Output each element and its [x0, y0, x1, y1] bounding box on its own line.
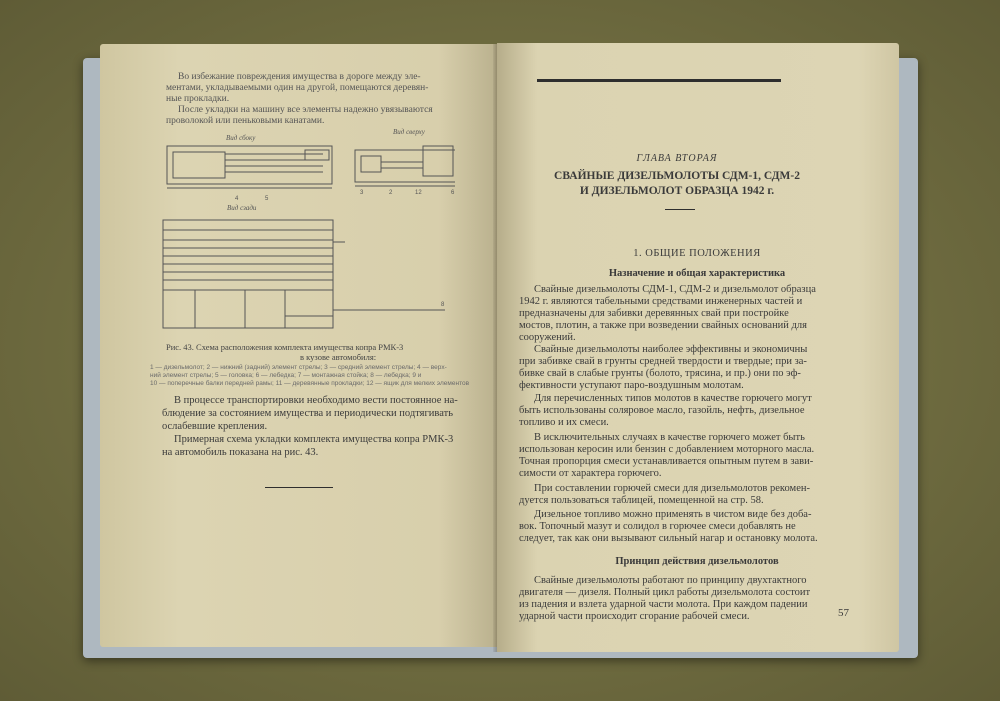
para2-line-3: бивке свай в слабые грунты (болото, трясина, и пр.) они по эф- [519, 368, 801, 379]
para2-line-1: Свайные дизельмолоты наиболее эффективны и экономичны [534, 344, 808, 355]
para6-line-2: вок. Топочный мазут и солидол в горючее смеси добавлять не [519, 521, 796, 532]
para4-line-1: В исключительных случаях в качестве горючего может быть [534, 432, 805, 443]
left-body-line-3: ослабевшие крепления. [162, 421, 268, 432]
para1-line-1: Свайные дизельмолоты СДМ-1, СДМ-2 и дизельмолот образца [534, 284, 816, 295]
para1-line-4: мостов, плотин, а также при возведении свайных оснований для [519, 320, 807, 331]
para5-line-2: дуется пользоваться таблицей, помещенной на стр. 58. [519, 495, 764, 506]
para6-line-1: Дизельное топливо можно применять в чистом виде без доба- [534, 509, 812, 520]
figure-caption-subtitle: в кузове автомобиля: [300, 352, 377, 362]
para3-line-3: топливо и их смеси. [519, 417, 609, 428]
right-page [497, 43, 899, 652]
page-number: 57 [838, 607, 849, 619]
para3-line-1: Для перечисленных типов молотов в качестве горючего могут [534, 393, 812, 404]
left-body-line-4: Примерная схема укладки комплекта имущества копра РМК-3 [174, 434, 454, 445]
subsection-title: Назначение и общая характеристика [608, 268, 786, 279]
section-title: 1. ОБЩИЕ ПОЛОЖЕНИЯ [633, 248, 761, 259]
left-top-line-1: Во избежание повреждения имущества в дороге между эле- [178, 72, 421, 82]
para6-line-3: следует, так как они вызывают сильный нагар и остановку молота. [519, 533, 818, 544]
left-body-line-2: блюдение за состоянием имущества и периодически подтягивать [162, 408, 454, 419]
svg-text:8: 8 [441, 302, 445, 308]
chapter-title-line-1: СВАЙНЫЕ ДИЗЕЛЬМОЛОТЫ СДМ-1, СДМ-2 [554, 170, 800, 182]
svg-text:3: 3 [360, 190, 364, 196]
left-body-line-5: на автомобиль показана на рис. 43. [162, 447, 319, 458]
figure-caption-title: Рис. 43. Схема расположения комплекта имущества копра РМК-3 [166, 342, 404, 352]
para7-line-3: из падения и взлета ударной части молота. При каждом падении [519, 599, 808, 610]
chapter-title-line-2: И ДИЗЕЛЬМОЛОТ ОБРАЗЦА 1942 г. [579, 185, 775, 197]
figure-43-diagram [155, 130, 455, 340]
figure-label-side: Вид сбоку [226, 134, 256, 142]
left-page [100, 44, 498, 647]
svg-text:4: 4 [235, 196, 239, 202]
figure-label-top: Вид сверху [393, 128, 425, 136]
left-top-line-3: ные прокладки. [166, 94, 230, 104]
left-body-line-1: В процессе транспортировки необходимо вести постоянное на- [174, 395, 458, 406]
left-top-line-5: проволокой или пеньковыми канатами. [166, 116, 325, 126]
principle-title: Принцип действия дизельмолотов [615, 556, 779, 567]
para7-line-1: Свайные дизельмолоты работают по принципу двухтактного [534, 575, 807, 586]
para4-line-3: Точная пропорция смеси устанавливается опытным путем в зави- [519, 456, 814, 467]
svg-text:6: 6 [451, 190, 455, 196]
para2-line-2: при забивке свай в грунты средней твердости и твердые; при за- [519, 356, 807, 367]
chapter-label: ГЛАВА ВТОРАЯ [636, 153, 718, 164]
para3-line-2: быть использованы соляровое масло, газойль, нефть, дизельное [519, 405, 805, 416]
end-rule [265, 487, 333, 488]
para7-line-4: ударной части происходит сгорание рабочей смеси. [519, 611, 750, 622]
para1-line-5: сооружений. [519, 332, 576, 343]
figure-label-rear: Вид сзади [227, 204, 257, 212]
para7-line-2: двигателя — дизеля. Полный цикл работы дизельмолота состоит [519, 587, 811, 598]
para2-line-4: фективности уступают паро-воздушным молотам. [519, 380, 744, 391]
para5-line-1: При составлении горючей смеси для дизельмолотов рекомен- [534, 483, 810, 494]
svg-text:2: 2 [389, 190, 393, 196]
para4-line-2: использован керосин или бензин с добавлением моторного масла. [519, 444, 815, 455]
chapter-title-rule [665, 209, 695, 210]
para4-line-4: симости от характера горючего. [519, 468, 662, 479]
left-top-line-4: После укладки на машину все элементы надежно увязываются [178, 105, 433, 115]
figure-legend-line-3: 10 — поперечные балки передней рамы; 11 — деревянные прокладки; 12 — ящик для мелких элементов [150, 380, 470, 387]
left-top-line-2: ментами, укладываемыми один на другой, помещаются деревян- [166, 83, 429, 93]
para1-line-3: предназначены для забивки деревянных свай при постройке [519, 308, 789, 319]
para1-line-2: 1942 г. являются табельными средствами инженерных частей и [519, 296, 803, 307]
svg-text:12: 12 [415, 190, 422, 196]
chapter-top-rule [537, 79, 781, 82]
figure-legend-line-1: 1 — дизельмолот; 2 — нижний (задний) элемент стрелы; 3 — средний элемент стрелы; 4 — верх- [150, 364, 447, 371]
svg-text:5: 5 [265, 196, 269, 202]
figure-legend-line-2: ний элемент стрелы; 5 — головка; 6 — лебедка; 7 — монтажная стойка; 8 — лебедка; 9 и [150, 372, 422, 379]
